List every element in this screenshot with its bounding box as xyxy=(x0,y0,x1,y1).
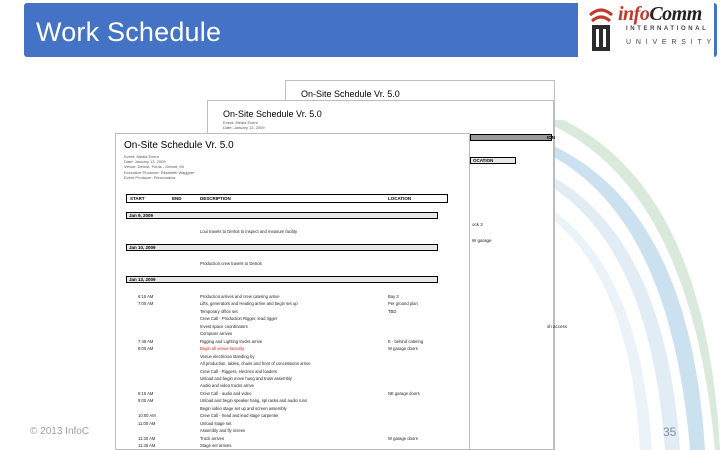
row-description: Venue electrician standing by xyxy=(200,353,255,359)
row-description: Stage set arrives xyxy=(200,443,232,448)
column-start: START xyxy=(130,196,145,201)
row-time: 7:45 AM xyxy=(138,338,154,344)
row-description: Temporary office set xyxy=(200,308,238,314)
row-location: W garage doors xyxy=(388,346,418,352)
peek-location: OCATION xyxy=(473,158,494,163)
row-description: All production, tables, chairs and front of concessions arrive xyxy=(200,361,311,367)
row-time: 8:00 AM xyxy=(138,346,154,352)
peek-header-bar xyxy=(470,134,556,141)
doc-meta: Date: January 13, 2009 xyxy=(223,125,265,130)
row-description: Invest space coordinators xyxy=(200,323,248,329)
doc-meta-line: Date: January 13, 2009 xyxy=(124,159,166,165)
peek-row: sh access xyxy=(547,324,568,329)
logo-university: UNIVERSITY xyxy=(626,39,717,46)
infocomm-emblem-icon xyxy=(586,5,616,55)
page-number: 35 xyxy=(663,425,677,439)
decorative-swoosh xyxy=(540,120,720,450)
footer-copyright: © 2013 InfoC xyxy=(30,426,90,437)
row-description: Unload and begin move hung and truss assembly xyxy=(200,375,292,381)
infocomm-logo xyxy=(578,1,717,57)
row-description: Crew Call - Riggers, electrics and loaders xyxy=(200,368,278,374)
section-date-bar xyxy=(126,212,438,219)
logo-international: INTERNATIONAL xyxy=(626,26,709,32)
row-description: Rigging and Lighting trucks arrive xyxy=(200,338,263,344)
row-description: Crew Call - head and lead stage carpenter xyxy=(200,413,279,419)
column-location: LOCATION xyxy=(388,196,412,201)
section-date-bar xyxy=(126,244,438,251)
row-location: E - behind catering xyxy=(388,338,424,344)
logo-word-info: info xyxy=(618,3,650,25)
logo-wordmark xyxy=(618,3,702,26)
row-time: 11:30 AM xyxy=(138,435,156,441)
peek-location-bar xyxy=(470,157,516,164)
schedule-page-front xyxy=(115,133,470,450)
doc-meta: Event: Media Event xyxy=(223,120,258,125)
row-description: Computer arrives xyxy=(200,331,233,337)
row-description: Production arrives and crew catering arrive xyxy=(200,294,280,299)
logo-word-comm: Comm xyxy=(649,3,702,25)
doc-title: On-Site Schedule Vr. 5.0 xyxy=(223,109,322,119)
section-date-bar xyxy=(126,276,438,283)
row-description: Crew Call - Production Rigger, lead rigger xyxy=(200,316,278,322)
row-description: Unload stage set xyxy=(200,420,232,426)
section-date: Jan 13, 2009 xyxy=(129,277,156,282)
row-description: Truck arrives xyxy=(200,435,225,441)
row-time: 10:00 AM xyxy=(138,413,156,419)
doc-title: On-Site Schedule Vr. 5.0 xyxy=(301,89,400,99)
row-description: Crew Call - audio and video xyxy=(200,390,252,396)
doc-meta-line: Event Producer: Flexcomeva xyxy=(124,174,176,180)
row-time: 11:00 AM xyxy=(138,420,156,426)
row-location: NE garage doors xyxy=(388,390,420,396)
row-time: 9:00 AM xyxy=(138,398,154,404)
slide-title: Work Schedule xyxy=(36,17,222,47)
column-description: DESCRIPTION xyxy=(200,196,231,201)
doc-meta-line: Venue: Detroit, Fords - Detroit, MI xyxy=(124,164,184,170)
section-date: Jan 9, 2009 xyxy=(129,213,154,218)
row-time: 11:45 AM xyxy=(138,443,156,448)
row-description: Begin video stage set up and screen assembly xyxy=(200,405,287,411)
row-location: W garage doors xyxy=(388,435,418,441)
column-end: END xyxy=(172,196,182,201)
schedule-row: Production crew travels to Detroit xyxy=(200,261,262,266)
row-description: Audio and video trucks arrive xyxy=(200,383,254,389)
row-time: 7:00 AM xyxy=(138,301,154,307)
schedule-row: Loui travels to Detroit to inspect and measure facility xyxy=(200,229,298,234)
row-description: Begin all venue security xyxy=(200,346,245,352)
row-time: 8:15 AM xyxy=(138,390,154,396)
row-description: Assembly and fly screen xyxy=(200,428,246,434)
row-location: Per ground plan xyxy=(388,301,418,307)
peek-row: ock 3 xyxy=(472,222,483,227)
peek-row: W garage xyxy=(472,238,492,243)
doc-title: On-Site Schedule Vr. 5.0 xyxy=(124,140,234,151)
doc-meta-line: Event: Media Event xyxy=(124,154,159,159)
peek-location: ION xyxy=(547,135,556,140)
row-description: Unload and begin speaker hang, spl racks and audio runs xyxy=(200,398,308,404)
row-location: Bay 3 xyxy=(388,294,399,299)
section-date: Jan 10, 2009 xyxy=(129,245,156,250)
row-location: TBD xyxy=(388,308,397,314)
doc-meta-line: Executive Producer: Elizabeth Waggner xyxy=(124,169,195,175)
row-time: 6:15 AM xyxy=(138,294,154,299)
row-description: Lifts, generators and Heating arrive and begin set up xyxy=(200,301,298,307)
